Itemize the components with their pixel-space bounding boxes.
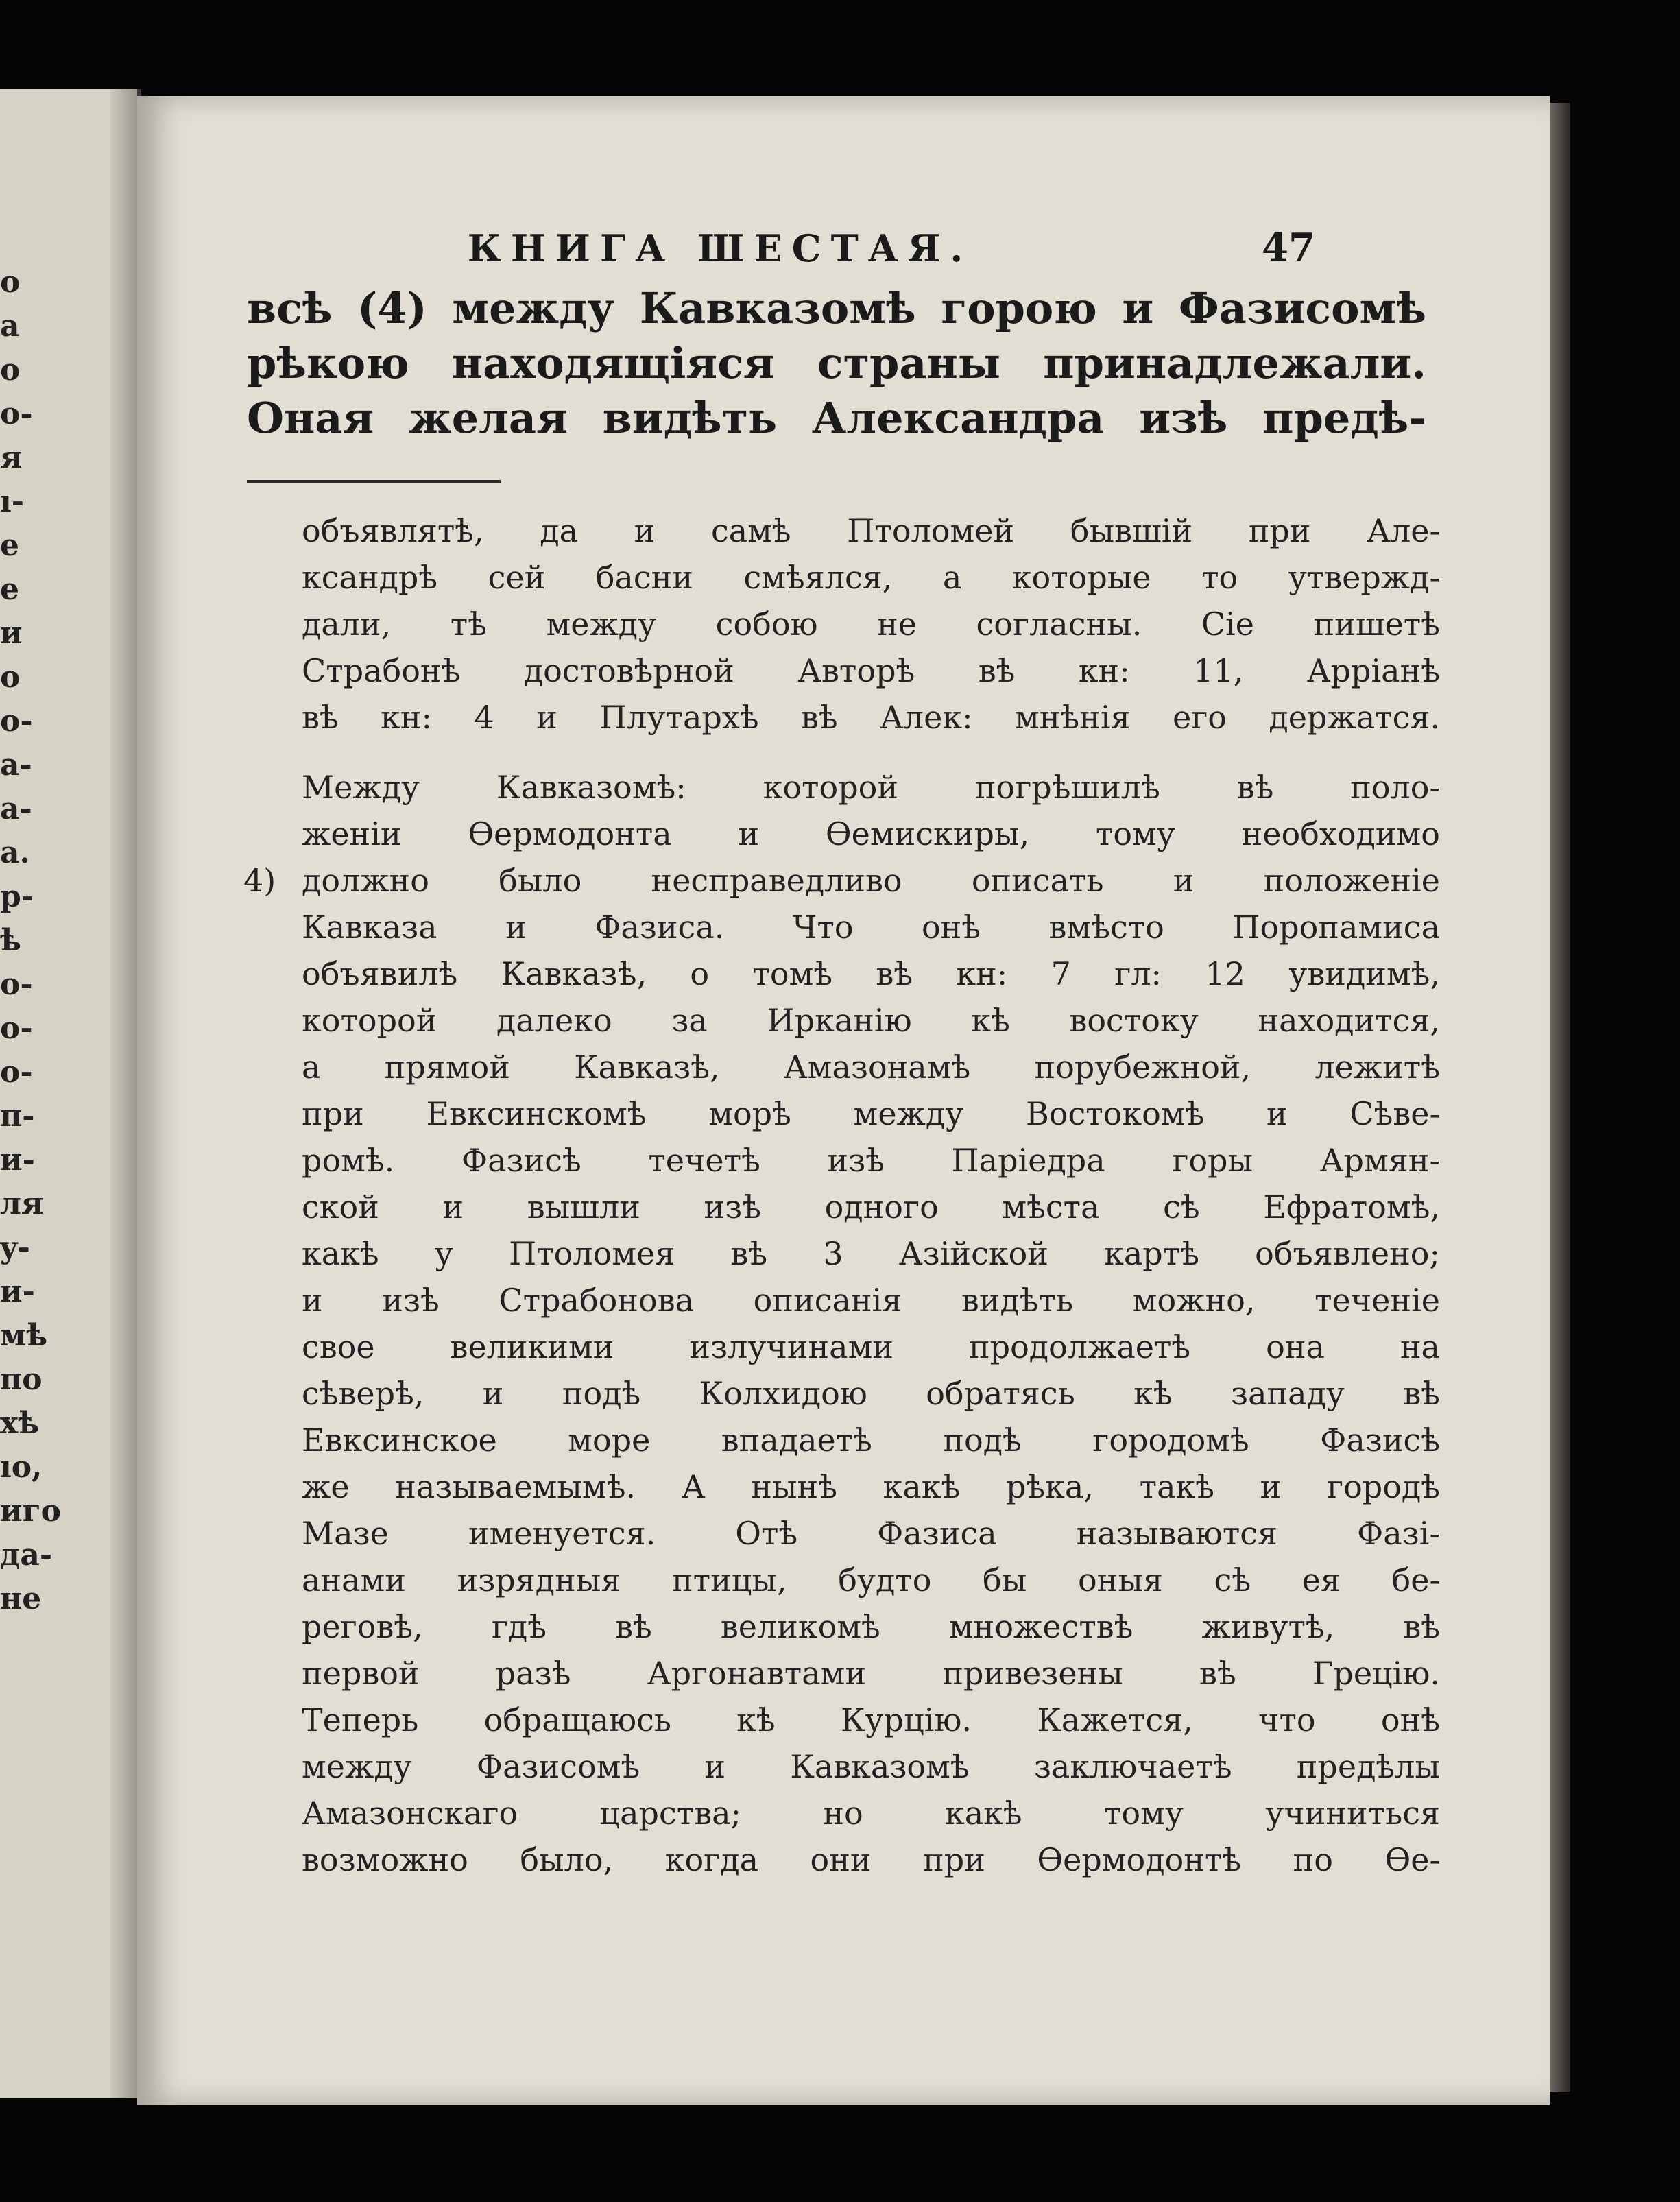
footnotes — [302, 507, 1440, 1883]
footnote-line: Амазонскаго царства; но какѣ тому учиниться — [302, 1795, 1440, 1832]
left-page-fragment: a- — [0, 747, 32, 782]
left-page-fragment: e — [0, 528, 19, 563]
left-page-fragment: п- — [0, 1099, 35, 1134]
left-page-fragment: o — [0, 660, 21, 695]
left-page-fragment: и- — [0, 1274, 35, 1309]
footnote-marker: 4) — [243, 862, 276, 899]
footnote-line: Мазе именуется. Отѣ Фазиса называются Фазі- — [302, 1515, 1440, 1552]
left-page-fragment: a- — [0, 791, 32, 826]
footnote-line: ромѣ. Фазисѣ течетѣ изѣ Паріедра горы Армян- — [302, 1142, 1440, 1179]
running-title: КНИГА ШЕСТАЯ. — [467, 226, 973, 270]
footnote-line: свое великими излучинами продолжаетѣ она на — [302, 1328, 1440, 1365]
left-page-fragment: o- — [0, 1055, 33, 1090]
left-page-fragment: не — [0, 1581, 42, 1616]
left-page-fragment: иго — [0, 1494, 61, 1529]
left-page-fragment: хѣ — [0, 1406, 40, 1441]
left-page-fragment: ıo, — [0, 1450, 43, 1485]
left-page-fragment: e — [0, 572, 19, 607]
left-page-fragment: мѣ — [0, 1318, 48, 1353]
left-page-fragment: o- — [0, 967, 33, 1002]
footnote-line: которой далеко за Ирканію кѣ востоку находится, — [302, 1002, 1440, 1039]
left-page-fragment: по — [0, 1362, 43, 1397]
footnote-line: при Евксинскомѣ морѣ между Востокомѣ и Сѣве- — [302, 1095, 1440, 1132]
footnote-line: первой разѣ Аргонавтами привезены вѣ Грецію. — [302, 1655, 1440, 1692]
footnote-line: вѣ кн: 4 и Плутархѣ вѣ Алек: мнѣнія его держатся. — [302, 699, 1440, 736]
footnote-line: а прямой Кавказѣ, Амазонамѣ порубежной, лежитѣ — [302, 1049, 1440, 1086]
footnote-line: Евксинское море впадаетѣ подѣ городомѣ Фазисѣ — [302, 1422, 1440, 1459]
left-page-fragment: и — [0, 616, 23, 651]
footnote-line: анами изрядныя птицы, будто бы оныя сѣ ея бе- — [302, 1561, 1440, 1599]
footnote-line: объявилѣ Кавказѣ, о томѣ вѣ кн: 7 гл: 12 увидимѣ, — [302, 955, 1440, 992]
footnote-line: женіи Ѳермодонта и Ѳемискиры, тому необходимо — [302, 815, 1440, 852]
footnote-line: ксандрѣ сей басни смѣялся, а которые то утвержд- — [302, 559, 1440, 596]
left-page-fragment: o- — [0, 704, 33, 739]
left-page-fragment: и- — [0, 1142, 35, 1177]
footnote-line: сѣверѣ, и подѣ Колхидою обратясь кѣ западу вѣ — [302, 1375, 1440, 1412]
footnote-line: же называемымѣ. А нынѣ какѣ рѣка, такѣ и городѣ — [302, 1468, 1440, 1505]
left-page-fragment: ı- — [0, 484, 24, 519]
footnote-line: Страбонѣ достовѣрной Авторѣ вѣ кн: 11, Арріанѣ — [302, 652, 1440, 689]
footnote-line: дали, тѣ между собою не согласны. Сіе пишетѣ — [302, 606, 1440, 643]
footnote-rule — [247, 480, 501, 483]
main-text-line: рѣкою находящіяся страны принадлежали. — [247, 338, 1426, 388]
footnote-line: ской и вышли изѣ одного мѣста сѣ Ефратомѣ, — [302, 1188, 1440, 1225]
footnote-line — [302, 741, 1440, 764]
left-page-fragment: a — [0, 309, 20, 344]
page-number: 47 — [1262, 225, 1315, 270]
footnote-line: реговѣ, гдѣ вѣ великомѣ множествѣ живутѣ, вѣ — [302, 1608, 1440, 1645]
left-page-fragment: o- — [0, 396, 33, 431]
left-page-fragment: o — [0, 265, 21, 300]
main-text-line: Оная желая видѣть Александра изѣ предѣ- — [247, 393, 1426, 443]
footnote-line: возможно было, когда они при Ѳермодонтѣ по Ѳе- — [302, 1841, 1440, 1878]
footnote-line: какѣ у Птоломея вѣ 3 Азійской картѣ объявлено; — [302, 1235, 1440, 1272]
left-page-fragment: я — [0, 440, 23, 475]
left-page-fragment: a. — [0, 835, 30, 870]
footnote-line: между Фазисомѣ и Кавказомѣ заключаетѣ предѣлы — [302, 1748, 1440, 1785]
left-page — [0, 89, 141, 2098]
left-page-fragment: o — [0, 352, 21, 387]
footnote-line: Теперь обращаюсь кѣ Курцію. Кажется, что онѣ — [302, 1701, 1440, 1738]
footnote-line: должно было несправедливо описать и положеніе — [302, 862, 1440, 899]
left-page-fragment: да- — [0, 1537, 53, 1572]
left-page-fragment: ля — [0, 1186, 44, 1221]
left-page-fragment: o- — [0, 1011, 33, 1046]
left-page-fragment: ѣ — [0, 923, 21, 958]
left-page-fragment: p- — [0, 879, 34, 914]
main-text — [247, 281, 1426, 446]
page-edge — [1550, 103, 1570, 2092]
footnote-line: и изѣ Страбонова описанія видѣть можно, теченіе — [302, 1282, 1440, 1319]
footnote-line: Кавказа и Фазиса. Что онѣ вмѣсто Поропамиса — [302, 909, 1440, 946]
left-page-fragment: y- — [0, 1230, 30, 1265]
footnote-line: объявлятѣ, да и самѣ Птоломей бывшій при Але- — [302, 512, 1440, 549]
left-page-gutter — [110, 89, 137, 2098]
footnote-line: Между Кавказомѣ: которой погрѣшилѣ вѣ поло- — [302, 769, 1440, 806]
right-page — [137, 96, 1550, 2105]
main-text-line: всѣ (4) между Кавказомѣ горою и Фазисомѣ — [247, 283, 1426, 333]
